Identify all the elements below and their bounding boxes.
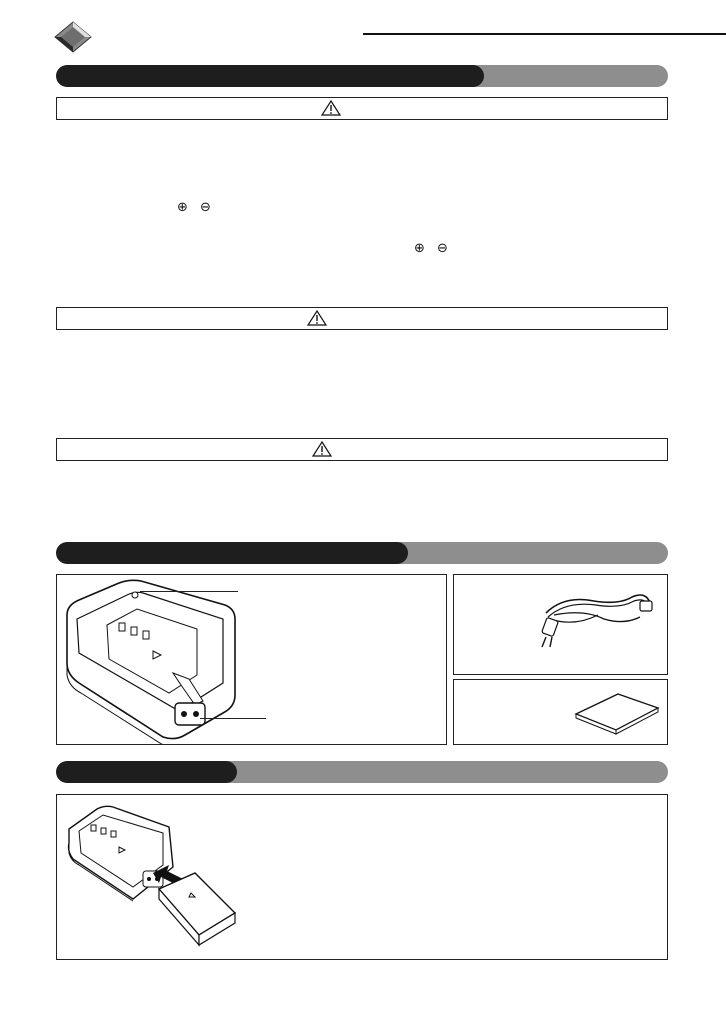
header-rule: [363, 33, 726, 35]
warning-box-3: [56, 438, 668, 461]
minus-terminal-symbol: ⊖: [200, 200, 211, 215]
plus-terminal-symbol: ⊕: [414, 241, 425, 256]
warning-triangle-icon: [307, 310, 327, 326]
section-bar-2-fill: [56, 542, 408, 564]
warning-triangle-icon: [321, 100, 341, 116]
warning-box-1: [56, 97, 668, 120]
minus-terminal-symbol: ⊖: [437, 241, 448, 256]
section-bar-1: [56, 65, 668, 87]
warning-triangle-icon: [312, 441, 332, 457]
battery-insertion-frame: [56, 794, 668, 960]
diamond-bevel-icon: [54, 21, 92, 53]
section-bar-1-fill: [56, 65, 484, 87]
instruction-booklet-illustration: [454, 680, 667, 744]
section-bar-3: [56, 761, 668, 783]
charge-lamp-leader: [140, 591, 238, 592]
power-cord-illustration: [454, 575, 667, 674]
section-bar-2: [56, 542, 668, 564]
section-bar-3-fill: [56, 761, 237, 783]
warning-box-2: [56, 307, 668, 330]
booklet-frame: [453, 679, 668, 745]
battery-insertion-illustration: [57, 795, 257, 959]
power-cord-frame: [453, 574, 668, 675]
plus-terminal-symbol: ⊕: [177, 200, 188, 215]
charger-frame: [56, 574, 447, 745]
ac-socket-leader: [200, 718, 266, 719]
